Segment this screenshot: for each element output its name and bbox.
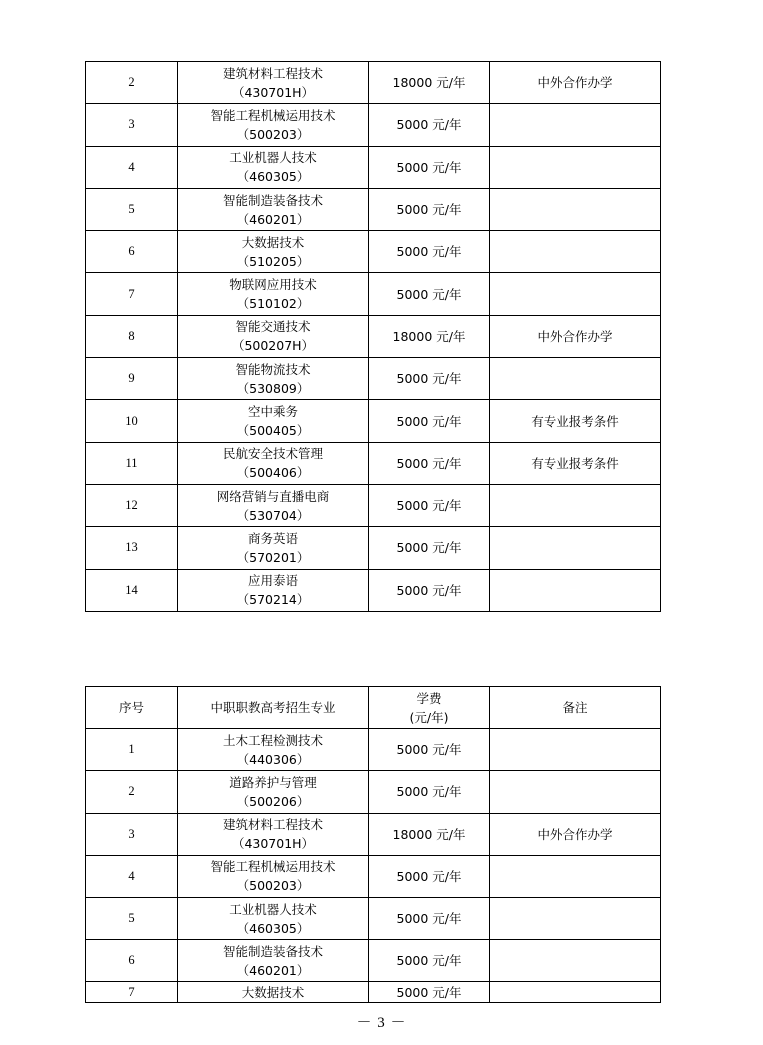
remarks-cell — [490, 729, 661, 771]
table-row — [86, 982, 661, 1003]
table-row — [86, 62, 661, 104]
major-code: （500207H） — [231, 338, 315, 354]
remarks-cell — [490, 484, 661, 526]
page-number: － 3 － — [356, 1015, 407, 1031]
major-name: 大数据技术 — [241, 984, 305, 1000]
tuition-cell: 5000 元/年 — [369, 855, 490, 897]
tuition-cell: 5000 元/年 — [369, 104, 490, 146]
serial-number-cell: 1 — [86, 729, 178, 771]
remarks-cell: 中外合作办学 — [490, 62, 661, 104]
major-cell — [178, 527, 369, 569]
major-name: 商务英语 — [247, 530, 298, 546]
remarks-cell: 有专业报考条件 — [490, 442, 661, 484]
remarks-cell — [490, 771, 661, 813]
tuition-cell: 18000 元/年 — [369, 62, 490, 104]
remarks-cell — [490, 940, 661, 982]
tuition-cell: 5000 元/年 — [369, 940, 490, 982]
table-row — [86, 146, 661, 188]
serial-number-cell: 2 — [86, 771, 178, 813]
tuition-cell: 5000 元/年 — [369, 569, 490, 611]
serial-number-cell: 2 — [86, 62, 178, 104]
tuition-table-2 — [85, 686, 661, 1003]
major-code: （460305） — [236, 169, 310, 185]
major-code: （460201） — [236, 962, 310, 978]
remarks-cell — [490, 273, 661, 315]
table-row — [86, 315, 661, 357]
remarks-cell: 中外合作办学 — [490, 315, 661, 357]
major-name: 智能物流技术 — [235, 361, 311, 377]
table-row — [86, 771, 661, 813]
table-row — [86, 729, 661, 771]
table-row — [86, 104, 661, 146]
table-row — [86, 442, 661, 484]
major-code: （530704） — [236, 507, 310, 523]
header-tuition — [369, 687, 490, 729]
major-cell — [178, 771, 369, 813]
major-name: 智能制造装备技术 — [222, 192, 323, 208]
major-name: 智能交通技术 — [235, 319, 311, 335]
tuition-cell: 5000 元/年 — [369, 146, 490, 188]
tuition-cell: 18000 元/年 — [369, 813, 490, 855]
major-code: （570201） — [236, 549, 310, 565]
remarks-cell — [490, 146, 661, 188]
remarks-cell — [490, 982, 661, 1003]
remarks-cell — [490, 231, 661, 273]
table-row — [86, 813, 661, 855]
tuition-cell: 5000 元/年 — [369, 771, 490, 813]
remarks-cell — [490, 188, 661, 230]
table-row — [86, 358, 661, 400]
major-cell — [178, 855, 369, 897]
serial-number-cell: 7 — [86, 982, 178, 1003]
major-name: 智能工程机械运用技术 — [210, 107, 336, 123]
major-code: （500203） — [236, 878, 310, 894]
major-name: 民航安全技术管理 — [222, 446, 323, 462]
table-row — [86, 188, 661, 230]
major-cell — [178, 273, 369, 315]
major-code: （430701H） — [231, 836, 315, 852]
tuition-table-2-body — [86, 729, 661, 1003]
serial-number-cell: 8 — [86, 315, 178, 357]
serial-number-cell: 5 — [86, 188, 178, 230]
major-cell — [178, 813, 369, 855]
major-code: （530809） — [236, 380, 310, 396]
major-cell — [178, 188, 369, 230]
major-code: （500203） — [236, 126, 310, 142]
major-name: 土木工程检测技术 — [222, 732, 323, 748]
tuition-cell: 5000 元/年 — [369, 442, 490, 484]
major-cell — [178, 62, 369, 104]
major-cell — [178, 982, 369, 1003]
tuition-cell: 5000 元/年 — [369, 358, 490, 400]
serial-number-cell: 14 — [86, 569, 178, 611]
serial-number-cell: 12 — [86, 484, 178, 526]
serial-number-cell: 7 — [86, 273, 178, 315]
major-cell — [178, 104, 369, 146]
serial-number-cell: 6 — [86, 231, 178, 273]
major-name: 空中乘务 — [247, 404, 298, 420]
table-row — [86, 273, 661, 315]
serial-number-cell: 4 — [86, 855, 178, 897]
remarks-cell — [490, 855, 661, 897]
tuition-cell: 5000 元/年 — [369, 400, 490, 442]
tuition-cell: 5000 元/年 — [369, 188, 490, 230]
major-name: 智能制造装备技术 — [222, 943, 323, 959]
remarks-cell — [490, 104, 661, 146]
major-code: （500406） — [236, 465, 310, 481]
tuition-cell: 5000 元/年 — [369, 897, 490, 939]
header-serial-number: 序号 — [86, 687, 178, 729]
major-code: （570214） — [236, 592, 310, 608]
table-row — [86, 231, 661, 273]
major-name: 智能工程机械运用技术 — [210, 859, 336, 875]
serial-number-cell: 6 — [86, 940, 178, 982]
remarks-cell: 中外合作办学 — [490, 813, 661, 855]
major-cell — [178, 569, 369, 611]
tuition-table-1-body — [86, 62, 661, 612]
tuition-cell: 5000 元/年 — [369, 729, 490, 771]
serial-number-cell: 13 — [86, 527, 178, 569]
major-code: （440306） — [236, 751, 310, 767]
major-cell — [178, 442, 369, 484]
major-name: 工业机器人技术 — [229, 901, 317, 917]
tuition-table-1 — [85, 61, 661, 612]
serial-number-cell: 3 — [86, 813, 178, 855]
header-major: 中职职教高考招生专业 — [178, 687, 369, 729]
major-code: （460201） — [236, 211, 310, 227]
table-row — [86, 940, 661, 982]
table-row — [86, 527, 661, 569]
major-cell — [178, 400, 369, 442]
remarks-cell — [490, 569, 661, 611]
major-cell — [178, 358, 369, 400]
table-row — [86, 897, 661, 939]
serial-number-cell: 5 — [86, 897, 178, 939]
remarks-cell — [490, 527, 661, 569]
major-code: （500206） — [236, 793, 310, 809]
tuition-cell: 5000 元/年 — [369, 982, 490, 1003]
major-name: 网络营销与直播电商 — [216, 488, 330, 504]
tuition-cell: 5000 元/年 — [369, 484, 490, 526]
serial-number-cell: 3 — [86, 104, 178, 146]
tuition-cell: 5000 元/年 — [369, 231, 490, 273]
major-cell — [178, 146, 369, 188]
major-name: 工业机器人技术 — [229, 150, 317, 166]
major-name: 应用泰语 — [247, 573, 298, 589]
major-cell — [178, 484, 369, 526]
table-row — [86, 484, 661, 526]
major-code: （510102） — [236, 296, 310, 312]
serial-number-cell: 4 — [86, 146, 178, 188]
major-name: 道路养护与管理 — [229, 774, 317, 790]
header-tuition-line2: (元/年) — [409, 709, 449, 725]
table-row — [86, 400, 661, 442]
remarks-cell — [490, 897, 661, 939]
major-cell — [178, 231, 369, 273]
table-row — [86, 569, 661, 611]
major-code: （510205） — [236, 253, 310, 269]
remarks-cell: 有专业报考条件 — [490, 400, 661, 442]
header-remarks: 备注 — [490, 687, 661, 729]
tuition-cell: 5000 元/年 — [369, 527, 490, 569]
table-row — [86, 855, 661, 897]
major-cell — [178, 940, 369, 982]
serial-number-cell: 11 — [86, 442, 178, 484]
serial-number-cell: 9 — [86, 358, 178, 400]
major-code: （500405） — [236, 423, 310, 439]
remarks-cell — [490, 358, 661, 400]
tuition-cell: 5000 元/年 — [369, 273, 490, 315]
major-cell — [178, 897, 369, 939]
major-name: 大数据技术 — [241, 234, 305, 250]
major-code: （460305） — [236, 920, 310, 936]
major-code: （430701H） — [231, 84, 315, 100]
serial-number-cell: 10 — [86, 400, 178, 442]
major-name: 物联网应用技术 — [229, 277, 317, 293]
major-cell — [178, 729, 369, 771]
major-name: 建筑材料工程技术 — [222, 817, 323, 833]
major-name: 建筑材料工程技术 — [222, 65, 323, 81]
header-tuition-line1: 学费 — [416, 690, 442, 706]
table-header-row — [86, 687, 661, 729]
tuition-cell: 18000 元/年 — [369, 315, 490, 357]
major-cell — [178, 315, 369, 357]
